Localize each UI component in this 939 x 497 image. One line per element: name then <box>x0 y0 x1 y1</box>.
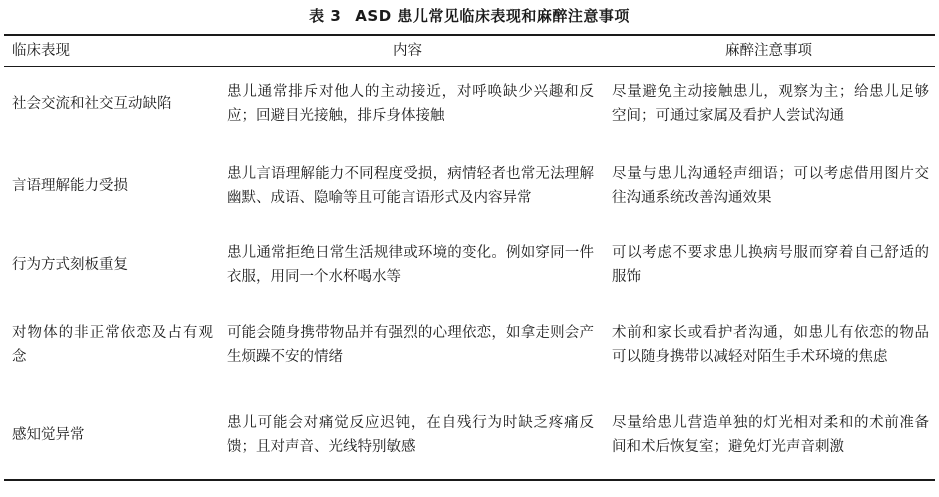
cell-text: 尽量避免主动接触患儿，观察为主；给患儿足够空间；可通过家属及看护人尝试沟通 <box>612 84 929 124</box>
header-presentation: 临床表现 <box>12 43 70 59</box>
cell-text: 患儿言语理解能力不同程度受损，病情轻者也常无法理解幽默、成语、隐喻等且可能言语形式及内容异常 <box>227 166 594 206</box>
cell-content <box>213 299 602 391</box>
cell-notes <box>602 231 935 299</box>
table-number: 表 3 <box>309 7 342 25</box>
cell-text: 患儿可能会对痛觉反应迟钝，在自残行为时缺乏疼痛反馈；且对声音、光线特别敏感 <box>227 415 594 455</box>
cell-content <box>213 391 602 480</box>
table-row <box>4 141 935 231</box>
table-header-row <box>4 35 935 67</box>
cell-text: 社会交流和社交互动缺陷 <box>12 96 172 112</box>
cell-text: 可以考虑不要求患儿换病号服而穿着自己舒适的服饰 <box>612 245 929 285</box>
cell-text: 尽量与患儿沟通轻声细语；可以考虑借用图片交往沟通系统改善沟通效果 <box>612 166 929 206</box>
cell-text: 尽量给患儿营造单独的灯光相对柔和的术前准备间和术后恢复室；避免灯光声音刺激 <box>612 415 929 455</box>
cell-text: 行为方式刻板重复 <box>12 257 128 273</box>
cell-presentation <box>4 231 213 299</box>
cell-notes <box>602 141 935 231</box>
table-row <box>4 391 935 480</box>
cell-content <box>213 231 602 299</box>
cell-text: 患儿通常拒绝日常生活规律或环境的变化。例如穿同一件衣服，用同一个水杯喝水等 <box>227 245 594 285</box>
cell-presentation <box>4 141 213 231</box>
cell-notes <box>602 67 935 142</box>
cell-presentation <box>4 67 213 142</box>
header-content: 内容 <box>393 43 422 59</box>
header-anesthesia-notes: 麻醉注意事项 <box>725 43 812 59</box>
asd-clinical-table <box>4 34 935 481</box>
cell-content <box>213 67 602 142</box>
table-row <box>4 67 935 142</box>
table-row <box>4 299 935 391</box>
cell-text: 患儿通常排斥对他人的主动接近，对呼唤缺少兴趣和反应；回避目光接触，排斥身体接触 <box>227 84 594 124</box>
cell-text: 感知觉异常 <box>12 427 85 443</box>
table-title: ASD 患儿常见临床表现和麻醉注意事项 <box>355 7 630 25</box>
cell-text: 术前和家长或看护者沟通，如患儿有依恋的物品可以随身携带以减轻对陌生手术环境的焦虑 <box>612 325 929 365</box>
cell-presentation <box>4 299 213 391</box>
cell-text: 对物体的非正常依恋及占有观念 <box>12 325 213 365</box>
cell-presentation <box>4 391 213 480</box>
cell-notes <box>602 299 935 391</box>
cell-notes <box>602 391 935 480</box>
cell-content <box>213 141 602 231</box>
cell-text: 言语理解能力受损 <box>12 178 128 194</box>
table-caption <box>0 6 939 26</box>
cell-text: 可能会随身携带物品并有强烈的心理依恋，如拿走则会产生烦躁不安的情绪 <box>227 325 594 365</box>
table-row <box>4 231 935 299</box>
